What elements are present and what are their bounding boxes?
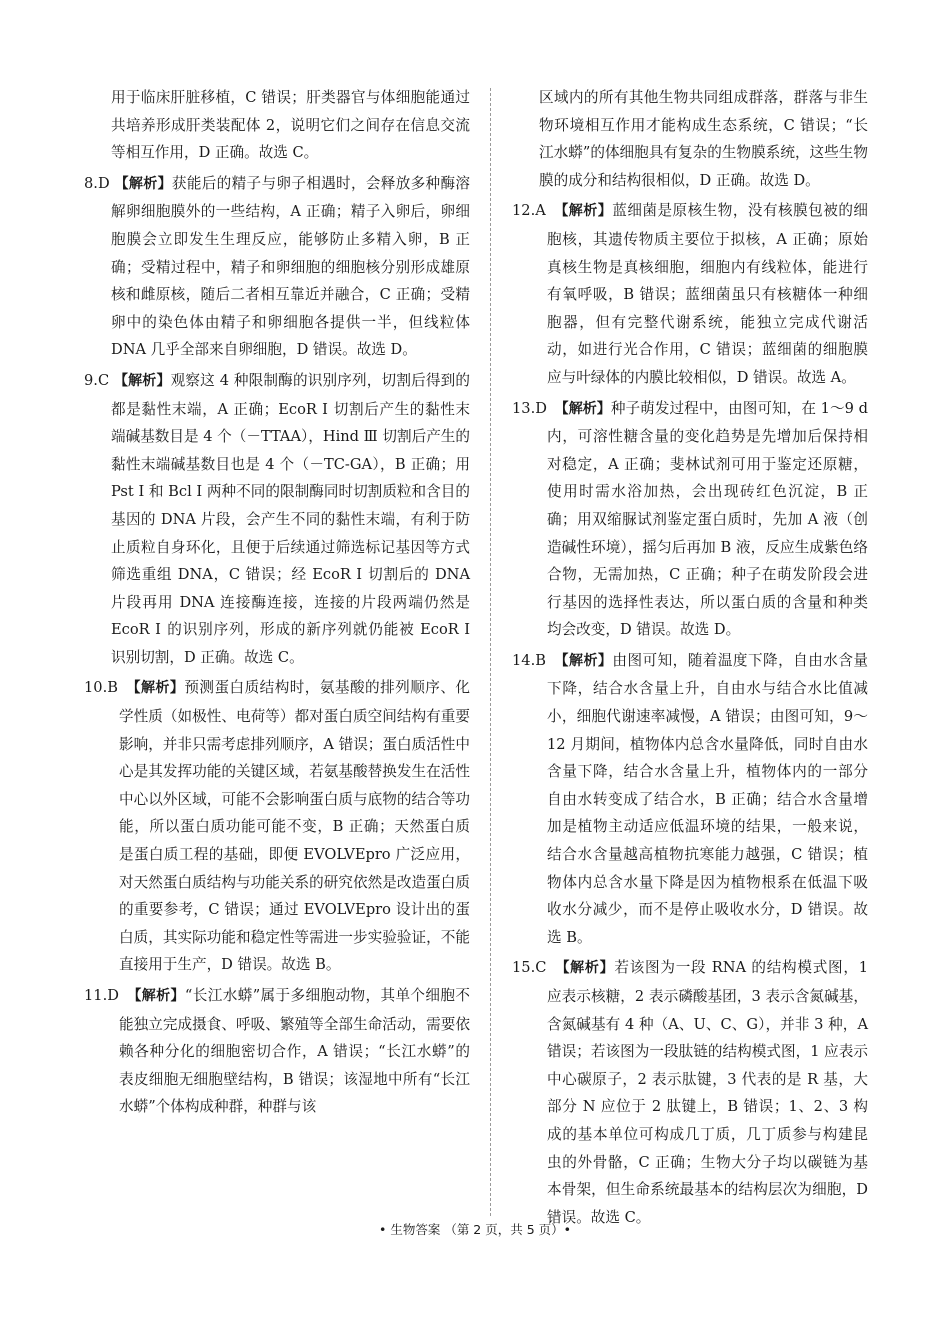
analysis-tag: 【解析】 (114, 175, 172, 192)
analysis-tag: 【解析】 (561, 400, 611, 417)
right-column (512, 84, 868, 1231)
analysis-tag: 【解析】 (562, 960, 615, 977)
answer-item-8 (84, 170, 470, 364)
page-footer: • 生物答案 （第 2 页，共 5 页）• (379, 1222, 571, 1237)
analysis-tag: 【解析】 (133, 680, 185, 697)
answer-letter: D (107, 987, 119, 1004)
question-number: 14. (512, 651, 536, 669)
left-column (84, 84, 470, 1121)
answer-letter: C (97, 371, 110, 389)
answer-text: 获能后的精子与卵子相遇时，会释放多种酶溶解卵细胞膜外的一些结构，A 正确；精子入卵后，卵细胞膜会立即发生生理反应，能够防止多精入卵，B 正确；受精过程中，精子和卵细胞的细胞核分别形成雄原核和雌原核，随后二者相互靠近并融合，C 正确；受精卵中的染色体由精子和卵细胞各提供一半，但线粒体 DNA 几乎全部来自卵细胞，D 错误。故选 D。 (111, 174, 470, 359)
question-number: 12. (512, 202, 536, 220)
answer-text: 种子萌发过程中，由图可知，在 1～9 d 内，可溶性糖含量的变化趋势是先增加后保持相对稳定，A 正确；斐林试剂可用于鉴定还原糖，使用时需水浴加热，会出现砖红色沉淀，B 正确；用双缩脲试剂鉴定蛋白质时，先加 A 液（创造碱性环境），摇匀后再加 B 液，反应生成紫色络合物，无需加热，C 正确；种子在萌发阶段会进行基因的选择性表达，所以蛋白质的含量和种类均会改变，D 错误。故选 D。 (547, 399, 868, 639)
answer-letter: B (107, 679, 118, 697)
question-number: 9. (84, 371, 98, 389)
question-number: 10. (84, 679, 108, 697)
answer-text: 观察这 4 种限制酶的识别序列，切割后得到的都是黏性末端，A 正确；EcoR Ⅰ 切割后产生的黏性末端碱基数目是 4 个（－TTAA），Hind Ⅲ 切割后产生的黏性末端碱基数目也是 4 个（－TC-GA），B 正确；用 Pst Ⅰ 和 Bcl Ⅰ 两种不同的限制酶同时切割质粒和含目的基因的 DNA 片段，会产生不同的黏性末端，有利于防止质粒自身环化，且便于后续通过筛选标记基因等方式筛选重组 DNA，C 错误；经 EcoR Ⅰ 切割后的 DNA 片段再用 DNA 连接酶连接，连接的片段两端仍然是 EcoR Ⅰ 的识别序列，形成的新序列就仍能被 EcoR Ⅰ 识别切割，D 正确。故选 C。 (111, 371, 470, 666)
answer-letter: A (535, 202, 546, 220)
answer-item-9 (84, 367, 470, 672)
answer-text: 用于临床肝脏移植，C 错误；肝类器官与体细胞能通过共培养形成肝类装配体 2，说明它们之间存在信息交流等相互作用，D 正确。故选 C。 (111, 89, 470, 162)
answer-text: “长江水蟒”属于多细胞动物，其单个细胞不能独立完成摄食、呼吸、繁殖等全部生命活动，需要依赖各种分化的细胞密切合作，A 错误；“长江水蟒”的表皮细胞无细胞壁结构，B 错误；该湿地中所有“长江水蟒”个体构成种群，种群与该 (119, 987, 470, 1116)
answer-item-12 (512, 197, 868, 391)
answer-item-11 (84, 982, 470, 1121)
answer-text: 区域内的所有其他生物共同组成群落，群落与非生物环境相互作用才能构成生态系统，C 错误；“长江水蟒”的体细胞具有复杂的生物膜系统，这些生物膜的成分和结构很相似，D 正确。故选 D。 (539, 89, 868, 189)
answer-letter: D (97, 174, 110, 192)
answer-item-14 (512, 647, 868, 952)
question-number: 8. (84, 174, 98, 192)
answer-text: 由图可知，随着温度下降，自由水含量下降，结合水含量上升，自由水与结合水比值减小，细胞代谢速率减慢，A 错误；由图可知，9～12 月期间，植物体内总含水量降低，同时自由水含量下降，结合水含量上升，植物体内的一部分自由水转变成了结合水，B 正确；结合水含量增加是植物主动适应低温环境的结果，一般来说，结合水含量越高植物抗寒能力越强，C 错误；植物体内总含水量下降是因为植物根系在低温下吸收水分减少，而不是停止吸收水分，D 错误。故选 B。 (547, 651, 868, 946)
answer-text: 蓝细菌是原核生物，没有核膜包被的细胞核，其遗传物质主要位于拟核，A 正确；原始真核生物是真核细胞，细胞内有线粒体，能进行有氧呼吸，B 错误；蓝细菌虽只有核糖体一种细胞器，但有完整代谢系统，能独立完成代谢活动，如进行光合作用，C 错误；蓝细菌的细胞膜应与叶绿体的内膜比较相似，D 错误。故选 A。 (547, 202, 868, 386)
answer-letter: C (535, 959, 547, 977)
analysis-tag: 【解析】 (134, 988, 185, 1004)
answer-letter: D (535, 399, 547, 417)
answer-text: 若该图为一段 RNA 的结构模式图，1 应表示核糖，2 表示磷酸基团，3 表示含氮碱基，含氮碱基有 4 种（A、U、C、G），并非 3 种，A 错误；若该图为一段肽链的结构模式图，1 应表示中心碳原子，2 表示肽键，3 代表的是 R 基，大部分 N 应位于 2 肽键上，B 错误；1、2、3 构成的基本单位可构成几丁质，几丁质参与构建昆虫的外骨骼，C 正确；生物大分子均以碳链为基本骨架，但生命系统最基本的结构层次为细胞，D 错误。故选 C。 (547, 959, 868, 1226)
analysis-tag: 【解析】 (561, 203, 613, 220)
answer-item-11-continued (512, 84, 868, 194)
analysis-tag: 【解析】 (561, 652, 613, 669)
question-number: 11. (84, 987, 108, 1004)
answer-item-7-continued (84, 84, 470, 167)
column-divider (490, 88, 491, 1216)
answer-item-10 (84, 674, 470, 979)
analysis-tag: 【解析】 (113, 372, 171, 389)
answer-letter: B (535, 651, 546, 669)
question-number: 15. (512, 959, 536, 977)
answer-item-15 (512, 954, 868, 1231)
question-number: 13. (512, 399, 536, 417)
answer-item-13 (512, 395, 868, 644)
answer-text: 预测蛋白质结构时，氨基酸的排列顺序、化学性质（如极性、电荷等）都对蛋白质空间结构有重要影响，并非只需考虑排列顺序，A 错误；蛋白质活性中心是其发挥功能的关键区域，若氨基酸替换发生在活性中心以外区域，可能不会影响蛋白质与底物的结合等功能，所以蛋白质功能可能不变，B 正确；天然蛋白质是蛋白质工程的基础，即便 EVOLVEpro 广泛应用，对天然蛋白质结构与功能关系的研究依然是改造蛋白质的重要参考，C 错误；通过 EVOLVEpro 设计出的蛋白质，其实际功能和稳定性等需进一步实验验证，不能直接用于生产，D 错误。故选 B。 (119, 679, 470, 974)
